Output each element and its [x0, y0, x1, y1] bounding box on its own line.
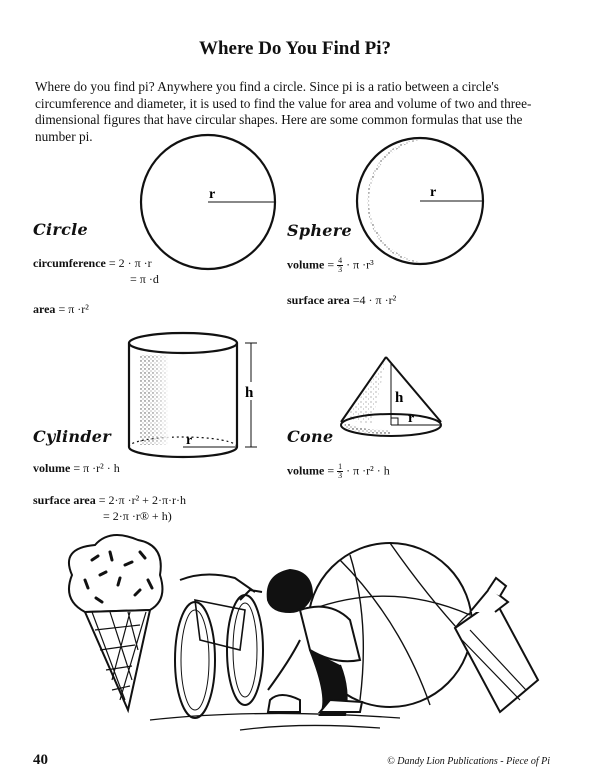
- intro-paragraph: Where do you find pi? Anywhere you find a circle. Since pi is a ratio between a circle's circumference and diameter, it is used to find the value for area and volume of two and three-dimensional figures that have circular shapes. Here are some common formulas that use the number pi.: [35, 79, 532, 144]
- cylinder-height-label: h: [245, 385, 254, 401]
- circle-heading: Circle: [33, 220, 89, 239]
- area-expression: = π ·r²: [58, 302, 89, 316]
- sphere-volume-expression: · π ·r³: [346, 257, 374, 272]
- sphere-volume-equals: =: [327, 257, 335, 272]
- fraction-denominator: 3: [338, 471, 343, 480]
- sphere-surface-label: surface area: [287, 293, 350, 307]
- circle-radius-label: r: [209, 187, 216, 202]
- cone-heading: Cone: [287, 427, 334, 446]
- circumference-expression: = 2 · π ·r: [108, 256, 152, 270]
- bicycle-illustration: [175, 574, 263, 718]
- cone-volume-label: volume: [287, 463, 325, 478]
- circle-circumference-formula: [33, 256, 152, 271]
- cylinder-surface-formula-2: [103, 509, 172, 524]
- cone-volume-formula: [287, 463, 390, 480]
- cone-volume-equals: =: [327, 463, 335, 478]
- cone-volume-expression: · π ·r² · h: [346, 463, 390, 478]
- sphere-volume-fraction: [337, 257, 343, 274]
- cylinder-surface-expression: = 2·π ·r² + 2·π·r·h: [98, 493, 186, 507]
- cone-diagram: [341, 357, 441, 436]
- fraction-numerator: 1: [338, 462, 343, 471]
- sphere-radius-label: r: [430, 185, 437, 200]
- cone-radius-label: r: [408, 411, 415, 426]
- cylinder-heading: Cylinder: [33, 427, 112, 446]
- cylinder-volume-formula: [33, 461, 120, 476]
- circumference-expression-2: = π ·d: [130, 272, 159, 286]
- cylinder-surface-expression-2: = 2·π ·r® + h): [103, 509, 172, 523]
- cylinder-surface-formula: [33, 493, 186, 508]
- page-number: 40: [33, 752, 48, 768]
- ice-cream-cone-illustration: [69, 535, 163, 710]
- cylinder-diagram: [129, 333, 259, 457]
- area-label: area: [33, 302, 56, 316]
- cylinder-surface-label: surface area: [33, 493, 96, 507]
- copyright-credit: © Dandy Lion Publications - Piece of Pi: [387, 756, 550, 767]
- circumference-label: circumference: [33, 256, 106, 270]
- circle-area-formula: [33, 302, 89, 317]
- cone-volume-fraction: [337, 463, 343, 480]
- cylinder-volume-label: volume: [33, 461, 71, 475]
- cylinder-volume-expression: = π ·r² · h: [73, 461, 120, 475]
- sphere-diagram: [357, 138, 483, 264]
- illustration: [69, 535, 538, 730]
- cone-height-label: h: [395, 390, 404, 406]
- sphere-volume-label: volume: [287, 257, 325, 272]
- page-title: Where Do You Find Pi?: [198, 38, 392, 59]
- fraction-denominator: 3: [338, 265, 343, 274]
- sphere-volume-formula: [287, 257, 374, 274]
- circle-diagram: [141, 135, 275, 269]
- sphere-surface-formula: [287, 293, 396, 308]
- sphere-surface-expression: =4 · π ·r²: [352, 293, 397, 307]
- cylinder-radius-label: r: [186, 433, 193, 448]
- circle-circumference-formula-2: [130, 272, 159, 287]
- fraction-numerator: 4: [338, 256, 343, 265]
- sphere-heading: Sphere: [287, 221, 352, 240]
